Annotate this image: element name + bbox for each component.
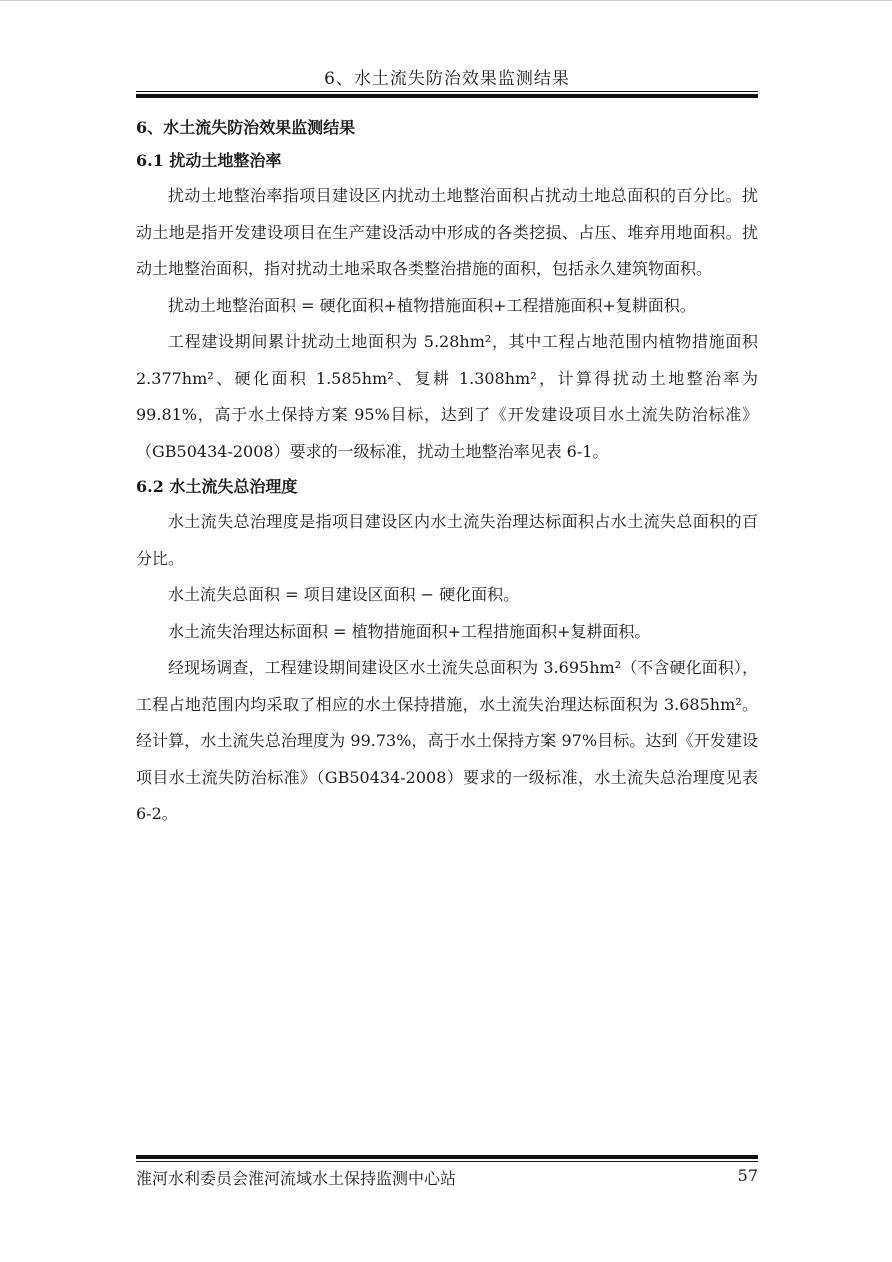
subsection-title-6-2: 6.2 水土流失总治理度 [136,477,298,496]
paragraph-disturbed-land-result: 工程建设期间累计扰动土地面积为 5.28hm²，其中工程占地范围内植物措施面积 2.377hm²、硬化面积 1.585hm²、复耕 1.308hm²，计算得扰动土地整治率为 99.81%，高于水土保持方案 95%目标，达到了《开发建设项目水土流失防治标准》（GB50434-2008）要求的一级标准，扰动土地整治率见表 6-1。 [136,332,758,461]
page-top-edge [0,0,892,1]
subsection-title-6-1: 6.1 扰动土地整治率 [136,151,282,170]
header-rule-thick [136,94,758,98]
formula-total-erosion-area: 水土流失总面积 = 项目建设区面积 − 硬化面积。 [168,585,520,604]
page-number: 57 [737,1166,758,1185]
running-header: 6、水土流失防治效果监测结果 [324,69,570,89]
footer-organization: 淮河水利委员会淮河流域水土保持监测中心站 [136,1169,457,1188]
page-footer [136,1166,758,1189]
document-body [136,112,758,833]
paragraph-definition-disturbed-land: 扰动土地整治率指项目建设区内扰动土地整治面积占扰动土地总面积的百分比。扰动土地是指开发建设项目在生产建设活动中形成的各类挖损、占压、堆弃用地面积。扰动土地整治面积，指对扰动土地采取各类整治措施的面积，包括永久建筑物面积。 [136,186,758,278]
footer-rule-thin [136,1161,758,1162]
formula-controlled-area: 水土流失治理达标面积 = 植物措施面积+工程措施面积+复耕面积。 [168,621,651,641]
header-rule-thin [136,91,758,92]
formula-disturbed-land-area: 扰动土地整治面积 = 硬化面积+植物措施面积+工程措施面积+复耕面积。 [168,295,696,315]
paragraph-definition-erosion-control: 水土流失总治理度是指项目建设区内水土流失治理达标面积占水土流失总面积的百分比。 [136,512,758,568]
section-title: 6、水土流失防治效果监测结果 [136,118,356,137]
footer-rule-thick [136,1155,758,1159]
paragraph-erosion-control-result: 经现场调查，工程建设期间建设区水土流失总面积为 3.695hm²（不含硬化面积），工程占地范围内均采取了相应的水土保持措施，水土流失治理达标面积为 3.685hm²。经计算，水土流失总治理度为 99.73%，高于水土保持方案 97%目标。达到《开发建设项目水土流失防治标准》（GB50434-2008）要求的一级标准，水土流失总治理度见表 6-2。 [136,658,758,823]
